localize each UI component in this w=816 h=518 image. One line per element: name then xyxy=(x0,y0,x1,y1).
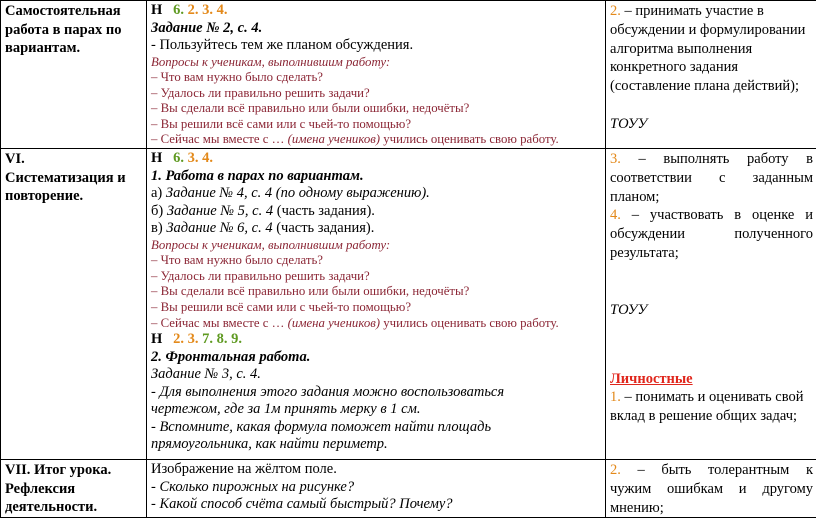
results-cell xyxy=(606,1,816,149)
table-row xyxy=(1,149,816,460)
section-title: 1. Работа в парах по вариантам. xyxy=(151,168,602,186)
result-item: 2. – быть толерантным к чужим ошибкам и другому мнению; xyxy=(610,461,813,517)
result-item: 3. – выполнять работу в соответствии с заданным планом; xyxy=(610,150,813,206)
personal-heading: Личностные xyxy=(610,370,813,389)
instruction-line: прямоугольника, как найти периметр. xyxy=(151,436,602,454)
task-title: Задание № 3, с. 4. xyxy=(151,366,602,384)
result-item: 1. – понимать и оценивать свой вклад в решение общих задач; xyxy=(610,388,813,426)
stage-title: VII. Итог урока. Рефлексия деятельности. xyxy=(5,461,143,517)
level-line: Н 6. 3. 4. xyxy=(151,150,602,168)
content-cell xyxy=(147,1,606,149)
toyy-label: ТОУУ xyxy=(610,115,813,134)
instruction-line: - Вспомните, какая формула поможет найти площадь xyxy=(151,419,602,437)
stage-cell xyxy=(1,149,147,460)
question: – Вы решили всё сами или с чьей-то помощью? xyxy=(151,300,602,316)
question: – Что вам нужно было сделать? xyxy=(151,70,602,86)
task-item: а) Задание № 4, с. 4 (по одному выражению). xyxy=(151,185,602,203)
question: – Сейчас мы вместе с … (имена учеников) учились оценивать свою работу. xyxy=(151,316,602,332)
instruction: - Пользуйтесь тем же планом обсуждения. xyxy=(151,37,602,55)
stage-title: VI. Систематизация и повторение. xyxy=(5,150,143,206)
questions-heading: Вопросы к ученикам, выполнившим работу: xyxy=(151,55,602,71)
instruction-line: - Для выполнения этого задания можно воспользоваться xyxy=(151,384,602,402)
stage-cell xyxy=(1,1,147,149)
table-row xyxy=(1,1,816,149)
questions-heading: Вопросы к ученикам, выполнившим работу: xyxy=(151,238,602,254)
summary-line: - Какой способ счёта самый быстрый? Почему? xyxy=(151,496,602,514)
content-cell xyxy=(147,460,606,518)
stage-cell xyxy=(1,460,147,518)
content-cell xyxy=(147,149,606,460)
question: – Что вам нужно было сделать? xyxy=(151,253,602,269)
question: – Удалось ли правильно решить задачи? xyxy=(151,86,602,102)
task-title: Задание № 2, с. 4. xyxy=(151,20,602,38)
question: – Вы сделали всё правильно или были ошибки, недочёты? xyxy=(151,101,602,117)
stage-title: Самостоятельная работа в парах по вариантам. xyxy=(5,2,143,58)
question: – Вы решили всё сами или с чьей-то помощью? xyxy=(151,117,602,133)
question: – Сейчас мы вместе с … (имена учеников) учились оценивать свою работу. xyxy=(151,132,602,148)
result-item: 2. – принимать участие в обсуждении и формулировании алгоритма выполнения конкретного задания (составление плана действий); xyxy=(610,2,813,96)
toyy-label: ТОУУ xyxy=(610,301,813,320)
question: – Удалось ли правильно решить задачи? xyxy=(151,269,602,285)
summary-line: Изображение на жёлтом поле. xyxy=(151,461,602,479)
task-item: в) Задание № 6, с. 4 (часть задания). xyxy=(151,220,602,238)
results-cell xyxy=(606,149,816,460)
instruction-line: чертежом, где за 1м принять мерку в 1 см. xyxy=(151,401,602,419)
results-cell xyxy=(606,460,816,518)
level-line: Н 2. 3. 7. 8. 9. xyxy=(151,331,602,349)
result-item: 4. – участвовать в оценке и обсуждении полученного результата; xyxy=(610,206,813,262)
table-row xyxy=(1,460,816,518)
level-line: Н 6. 2. 3. 4. xyxy=(151,2,602,20)
summary-line: - Сколько пирожных на рисунке? xyxy=(151,479,602,497)
question: – Вы сделали всё правильно или были ошибки, недочёты? xyxy=(151,284,602,300)
task-item: б) Задание № 5, с. 4 (часть задания). xyxy=(151,203,602,221)
section-title: 2. Фронтальная работа. xyxy=(151,349,602,367)
